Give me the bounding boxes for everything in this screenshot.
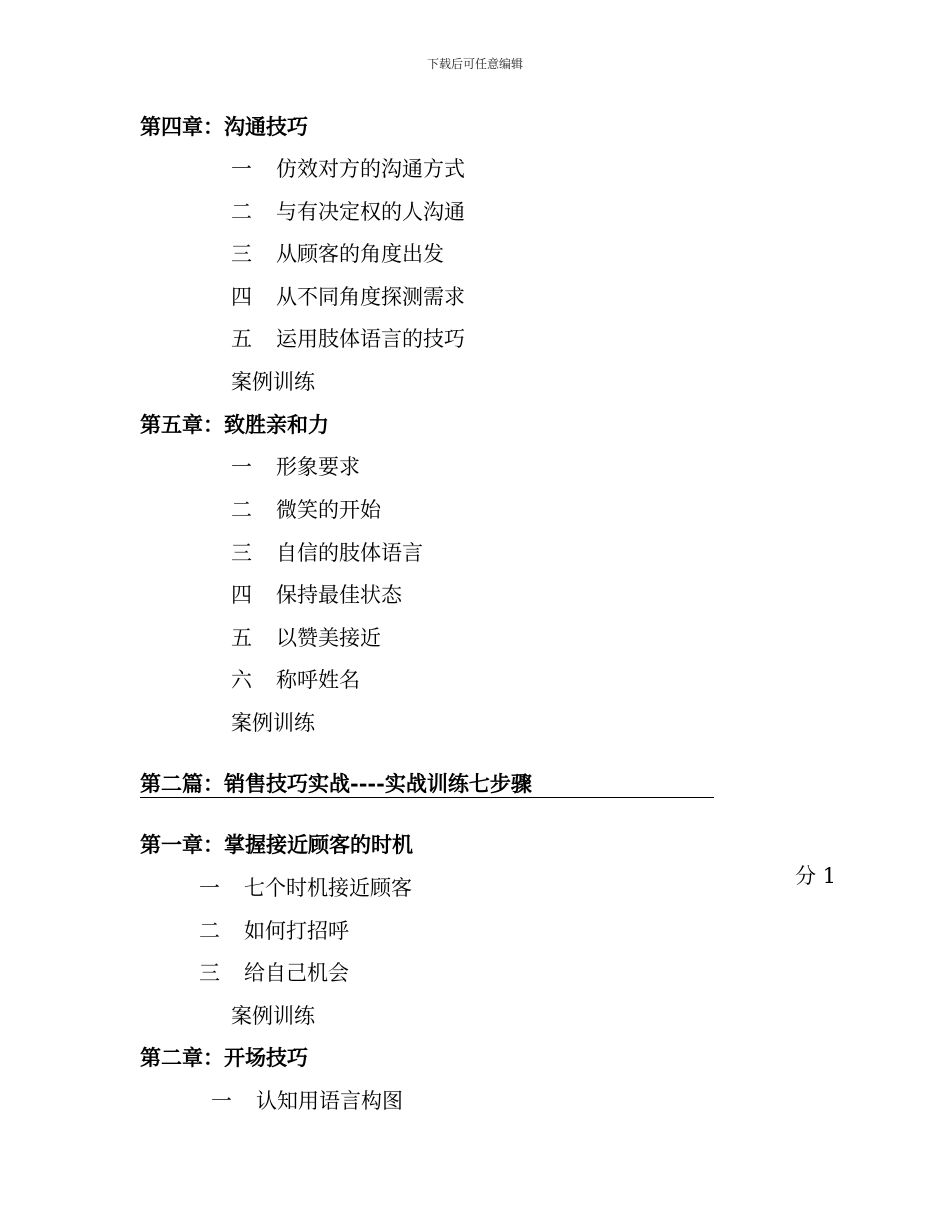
item-text: 以赞美接近 bbox=[276, 626, 381, 650]
item-text: 给自己机会 bbox=[244, 961, 349, 985]
list-item bbox=[231, 667, 360, 693]
item-number: 二 bbox=[231, 200, 252, 224]
part-heading-underline bbox=[140, 797, 714, 798]
item-number: 三 bbox=[199, 961, 220, 985]
chapter-heading: 第五章：致胜亲和力 bbox=[140, 412, 329, 437]
chapter-heading: 第二章：开场技巧 bbox=[140, 1045, 308, 1070]
case-training: 案例训练 bbox=[231, 711, 315, 735]
item-number: 五 bbox=[231, 327, 252, 351]
item-number: 五 bbox=[231, 626, 252, 650]
item-number: 三 bbox=[231, 541, 252, 565]
item-number: 一 bbox=[199, 876, 220, 900]
case-training: 案例训练 bbox=[231, 370, 315, 394]
item-text: 仿效对方的沟通方式 bbox=[276, 157, 465, 181]
item-number: 一 bbox=[231, 157, 252, 181]
item-number: 二 bbox=[199, 919, 220, 943]
item-number: 四 bbox=[231, 583, 252, 607]
list-item bbox=[231, 625, 381, 651]
item-text: 保持最佳状态 bbox=[276, 583, 402, 607]
item-text: 称呼姓名 bbox=[276, 668, 360, 692]
item-text: 认知用语言构图 bbox=[256, 1089, 403, 1113]
item-number: 一 bbox=[211, 1089, 232, 1113]
list-item bbox=[231, 156, 465, 182]
page-header-note: 下载后可任意编辑 bbox=[426, 57, 523, 71]
list-item bbox=[231, 540, 423, 566]
part-heading: 第二篇：销售技巧实战----实战训练七步骤 bbox=[140, 771, 532, 796]
list-item bbox=[231, 454, 360, 480]
item-text: 运用肢体语言的技巧 bbox=[276, 327, 465, 351]
list-item bbox=[211, 1088, 403, 1114]
item-text: 微笑的开始 bbox=[276, 498, 381, 522]
list-item bbox=[231, 497, 381, 523]
list-item bbox=[231, 582, 402, 608]
item-number: 一 bbox=[231, 455, 252, 479]
list-item bbox=[199, 918, 349, 944]
list-item bbox=[231, 241, 444, 267]
item-text: 形象要求 bbox=[276, 455, 360, 479]
list-item bbox=[231, 326, 465, 352]
item-text: 七个时机接近顾客 bbox=[244, 876, 412, 900]
item-text: 与有决定权的人沟通 bbox=[276, 200, 465, 224]
margin-note: 分 1 bbox=[795, 864, 837, 888]
item-number: 三 bbox=[231, 242, 252, 266]
list-item bbox=[199, 875, 412, 901]
item-text: 从不同角度探测需求 bbox=[276, 285, 465, 309]
item-text: 自信的肢体语言 bbox=[276, 541, 423, 565]
item-text: 如何打招呼 bbox=[244, 919, 349, 943]
case-training: 案例训练 bbox=[231, 1004, 315, 1028]
chapter-heading: 第四章：沟通技巧 bbox=[140, 114, 308, 139]
item-number: 四 bbox=[231, 285, 252, 309]
list-item bbox=[231, 284, 465, 310]
item-number: 二 bbox=[231, 498, 252, 522]
list-item bbox=[199, 960, 349, 986]
list-item bbox=[231, 199, 465, 225]
chapter-heading: 第一章：掌握接近顾客的时机 bbox=[140, 832, 413, 857]
item-text: 从顾客的角度出发 bbox=[276, 242, 444, 266]
item-number: 六 bbox=[231, 668, 252, 692]
